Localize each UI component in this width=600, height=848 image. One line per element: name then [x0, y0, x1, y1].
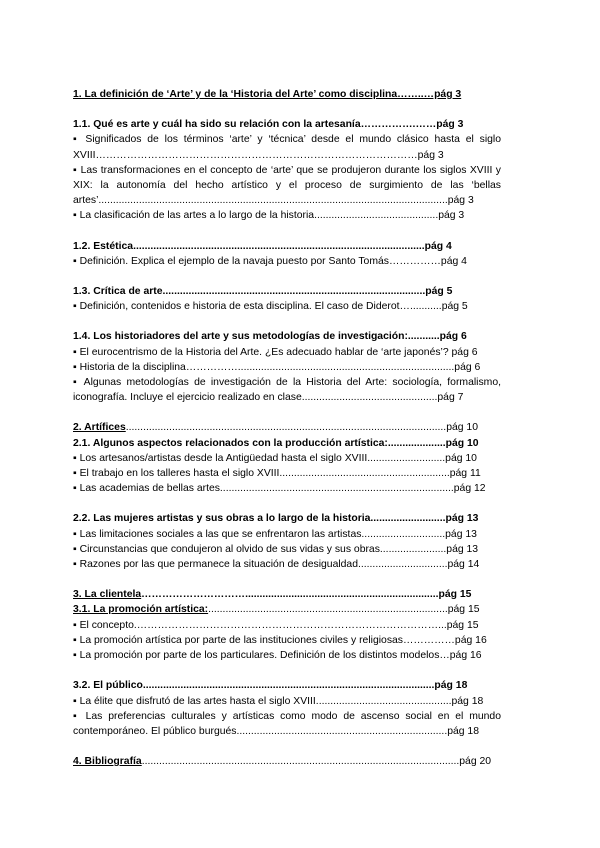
- toc-item: ▪ La clasificación de las artes a lo largo de la historia...........................................pág 3: [73, 210, 465, 222]
- toc-item: ▪ Definición. Explica el ejemplo de la navaja puesto por Santo Tomás……………pág 4: [73, 255, 467, 267]
- toc-item: ▪ Significados de los términos ‘arte’ y ‘técnica’ desde el mundo clásico hasta el siglo XVIII…………………………………………………………………………………pág 3: [73, 134, 501, 161]
- toc-section-2: [73, 420, 501, 435]
- toc-subsection-3-2: 3.2. El público.....................................................................................................pág 18: [73, 680, 468, 692]
- toc-section-2-leader: ...............................................................................................................pág 10: [125, 422, 478, 434]
- toc-item: ▪ La élite que disfrutó de las artes hasta el siglo XVIII...............................................pág 18: [73, 695, 484, 707]
- toc-item: ▪ Historia de la disciplina……………...........................................................................pág 6: [73, 361, 481, 373]
- toc-section-1: 1. La definición de ‘Arte’ y de la ‘Historia del Arte’ como disciplina……..…pág 3: [73, 89, 462, 100]
- toc-subsection-1-2: 1.2. Estética.....................................................................................................pág 4: [73, 240, 452, 252]
- toc-section-3-leader: …………………………...................................................................pág 15: [141, 589, 472, 601]
- toc-section-3-title: 3. La clientela: [73, 589, 142, 601]
- toc-subsection-3-1: [73, 602, 501, 617]
- toc-item: ▪ Las transformaciones en el concepto de ‘arte’ que se produjeron durante los siglos XVIII y XIX: la autonomía del hecho artístico y el proceso de surgimiento de las ‘bellas artes’.........................................................................................................................pág 3: [73, 164, 501, 207]
- toc-subsection-2-1: 2.1. Algunos aspectos relacionados con la producción artística:....................pág 10: [73, 437, 479, 449]
- toc-item: ▪ Las academias de bellas artes.................................................................................pág 12: [73, 483, 486, 495]
- toc-item: ▪ Razones por las que permanece la situación de desigualdad...............................pág 14: [73, 559, 480, 571]
- toc-section-4-leader: ..............................................................................................................pág 20: [141, 756, 492, 768]
- toc-item: ▪ La promoción artística por parte de las instituciones civiles y religiosas……………pág 16: [73, 634, 487, 646]
- table-of-contents: [73, 87, 501, 769]
- toc-subsection-3-1-leader: ...................................................................................pág 15: [208, 604, 480, 616]
- toc-subsection-3-1-title: 3.1. La promoción artística:: [73, 604, 209, 616]
- toc-item: ▪ Los artesanos/artistas desde la Antigüedad hasta el siglo XVIII...........................pág 10: [73, 452, 477, 464]
- toc-section-2-title: 2. Artífices: [73, 422, 126, 434]
- toc-item: ▪ Algunas metodologías de investigación de la Historia del Arte: sociología, formalismo, iconografía. Incluye el ejercicio realizado en clase...............................................pág 7: [73, 377, 501, 404]
- toc-section-4-title: 4. Bibliografía: [73, 756, 142, 768]
- toc-item: ▪ La promoción por parte de los particulares. Definición de los distintos modelos…pág 16: [73, 650, 482, 662]
- toc-item: ▪ Definición, contenidos e historia de esta disciplina. El caso de Diderot…...........pág 5: [73, 301, 468, 313]
- toc-item: ▪ El concepto.……………………………………………………………………………...pág 15: [73, 619, 479, 631]
- toc-subsection-1-4: 1.4. Los historiadores del arte y sus metodologías de investigación:...........pág 6: [73, 331, 467, 343]
- toc-section-3: [73, 587, 501, 602]
- toc-item: ▪ Circunstancias que condujeron al olvido de sus vidas y sus obras.......................pág 13: [73, 543, 479, 555]
- toc-item: ▪ El trabajo en los talleres hasta el siglo XVIII...........................................................pág 11: [73, 468, 481, 480]
- toc-item: ▪ El eurocentrismo de la Historia del Arte. ¿Es adecuado hablar de ‘arte japonés’? pág 6: [73, 346, 478, 358]
- toc-item: ▪ Las preferencias culturales y artísticas como modo de ascenso social en el mundo contemporáneo. El público burgués.........................................................................pág 18: [73, 710, 501, 737]
- toc-item: ▪ Las limitaciones sociales a las que se enfrentaron las artistas.............................pág 13: [73, 528, 477, 540]
- toc-section-4: [73, 754, 501, 769]
- toc-subsection-2-2: 2.2. Las mujeres artistas y sus obras a lo largo de la historia..........................pág 13: [73, 513, 479, 525]
- toc-subsection-1-1: 1.1. Qué es arte y cuál ha sido su relación con la artesanía…………….……pág 3: [73, 119, 464, 131]
- toc-subsection-1-3: 1.3. Crítica de arte...........................................................................................pág 5: [73, 286, 453, 298]
